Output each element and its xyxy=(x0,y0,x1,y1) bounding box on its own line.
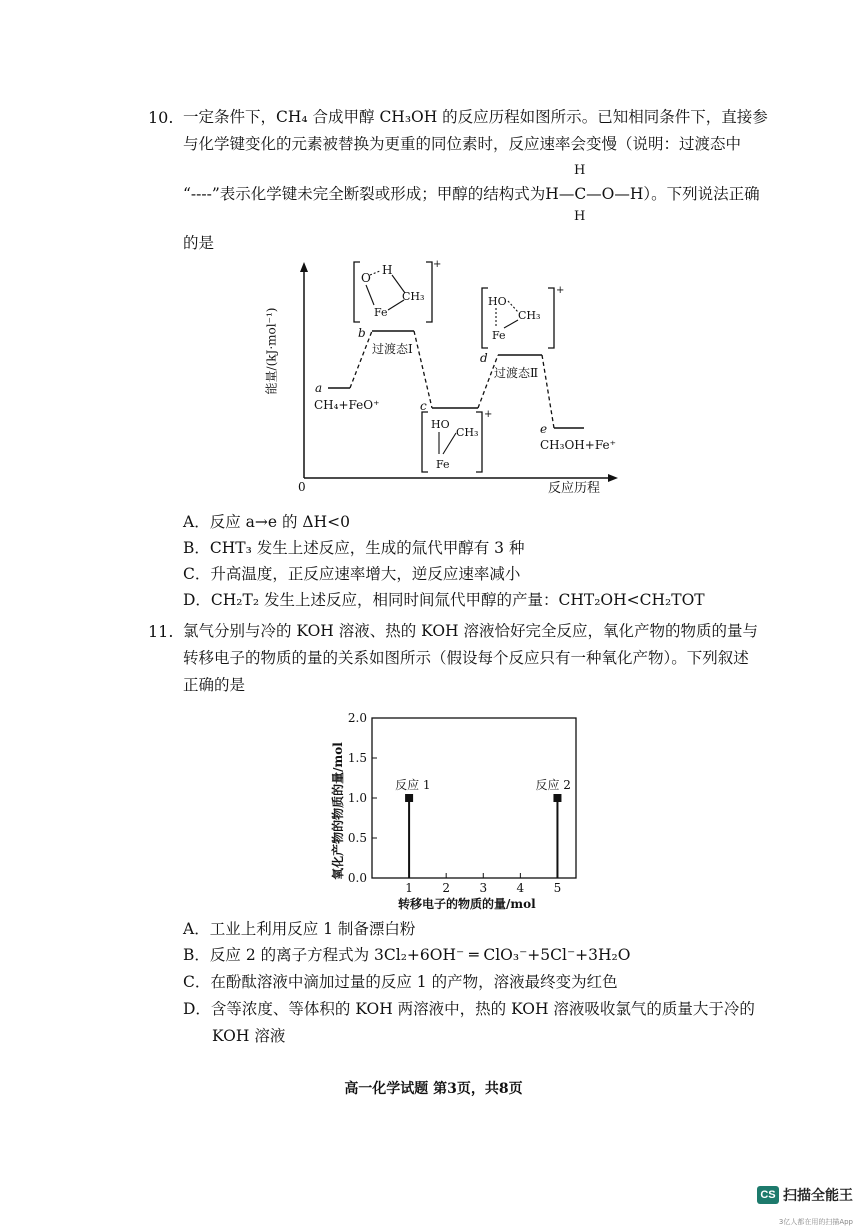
q11-line1: 氯气分别与冷的 KOH 溶液、热的 KOH 溶液恰好完全反应，氧化产物的物质的量与 xyxy=(183,622,758,640)
energy-origin: 0 xyxy=(298,480,306,494)
q11-line2: 转移电子的物质的量的关系如图所示（假设每个反应只有一种氧化产物）。下列叙述 xyxy=(183,649,749,667)
box-b-fe: Fe xyxy=(374,306,388,319)
chart-ylabel: 氧化产物的物质的量/mol xyxy=(330,742,345,880)
ts2-label: 过渡态Ⅱ xyxy=(494,366,539,380)
box-d-fe: Fe xyxy=(492,329,506,342)
box-d-ho: HO xyxy=(488,295,507,308)
q10-line2: 与化学键变化的元素被替换为更重的同位素时，反应速率会变慢（说明：过渡态中 xyxy=(183,135,742,153)
y-tick-label: 1.5 xyxy=(347,751,367,765)
box-b-h: H xyxy=(382,263,393,277)
chart-frame xyxy=(372,718,576,878)
q10-line3: “----”表示化学键未完全断裂或形成；甲醇的结构式为H—C—O—H）。下列说法正确 xyxy=(183,185,760,203)
logo-subtitle: 3亿人都在用的扫描App xyxy=(778,1218,853,1226)
q11-option-a: A．工业上利用反应 1 制备漂白粉 xyxy=(183,920,416,938)
species-a: CH₄+FeO⁺ xyxy=(314,398,380,412)
data-point xyxy=(405,794,413,802)
q11-option-b: B．反应 2 的离子方程式为 3Cl₂+6OH⁻ ═ ClO₃⁻+5Cl⁻+3H₂O xyxy=(183,946,631,964)
data-label: 反应 2 xyxy=(535,778,571,792)
x-tick-label: 2 xyxy=(442,881,451,895)
box-d-ch3: CH₃ xyxy=(518,309,541,322)
y-tick-label: 0.0 xyxy=(347,871,367,885)
x-tick-label: 3 xyxy=(479,881,488,895)
cs-badge-icon: CS xyxy=(757,1186,779,1204)
box-c-ch3: CH₃ xyxy=(456,426,479,439)
q10-line1: 一定条件下，CH₄ 合成甲醇 CH₃OH 的反应历程如图所示。已知相同条件下，直接参 xyxy=(183,108,768,126)
q10-structure-h-top: H xyxy=(574,163,586,178)
box-d-charge: + xyxy=(556,285,565,296)
q10-option-a: A．反应 a→e 的 ΔH<0 xyxy=(183,513,350,531)
q10-option-b: B．CHT₃ 发生上述反应，生成的氚代甲醇有 3 种 xyxy=(183,539,525,557)
box-b-charge: + xyxy=(433,259,442,270)
x-tick-label: 1 xyxy=(405,881,413,895)
label-e: e xyxy=(540,422,548,436)
q10-structure-h-bottom: H xyxy=(574,209,586,224)
q11-number: 11. xyxy=(148,622,174,641)
q10-line4: 的是 xyxy=(183,234,215,252)
q11-option-d-continued: KOH 溶液 xyxy=(212,1027,286,1045)
chart-xlabel: 转移电子的物质的量/mol xyxy=(398,897,536,911)
box-c-ho: HO xyxy=(431,418,450,431)
label-d: d xyxy=(480,351,488,365)
data-label: 反应 1 xyxy=(395,778,431,792)
label-b: b xyxy=(358,326,366,340)
energy-x-label: 反应历程 xyxy=(548,481,601,496)
y-tick-label: 1.0 xyxy=(347,791,367,805)
q11-line3: 正确的是 xyxy=(183,676,246,694)
x-tick-label: 4 xyxy=(516,881,525,895)
y-tick-label: 0.5 xyxy=(347,831,367,845)
x-tick-label: 5 xyxy=(553,881,562,895)
energy-y-label: 能量/(kJ·mol⁻¹) xyxy=(264,307,279,395)
box-b-o: O xyxy=(361,271,371,285)
logo-text: 扫描全能王 xyxy=(783,1188,853,1204)
box-b-ch3: CH₃ xyxy=(402,290,425,303)
y-tick-label: 2.0 xyxy=(347,711,367,725)
ts1-label: 过渡态Ⅰ xyxy=(372,342,413,356)
q10-option-c: C．升高温度，正反应速率增大，逆反应速率减小 xyxy=(183,565,521,583)
species-e: CH₃OH+Fe⁺ xyxy=(540,438,616,452)
q11-option-c: C．在酚酞溶液中滴加过量的反应 1 的产物，溶液最终变为红色 xyxy=(183,973,618,991)
label-c: c xyxy=(420,399,427,413)
page-footer: 高一化学试题 第3页，共8页 xyxy=(344,1081,523,1097)
q10-option-d: D．CH₂T₂ 发生上述反应，相同时间氚代甲醇的产量：CHT₂OH<CH₂TOT xyxy=(183,591,705,609)
box-c-charge: + xyxy=(484,409,493,420)
q11-option-d: D．含等浓度、等体积的 KOH 两溶液中，热的 KOH 溶液吸收氯气的质量大于冷的 xyxy=(183,1000,755,1018)
box-c-fe: Fe xyxy=(436,458,450,471)
q10-number: 10. xyxy=(148,108,174,127)
label-a: a xyxy=(315,381,323,395)
scanner-logo xyxy=(757,1185,853,1205)
data-point xyxy=(553,794,561,802)
